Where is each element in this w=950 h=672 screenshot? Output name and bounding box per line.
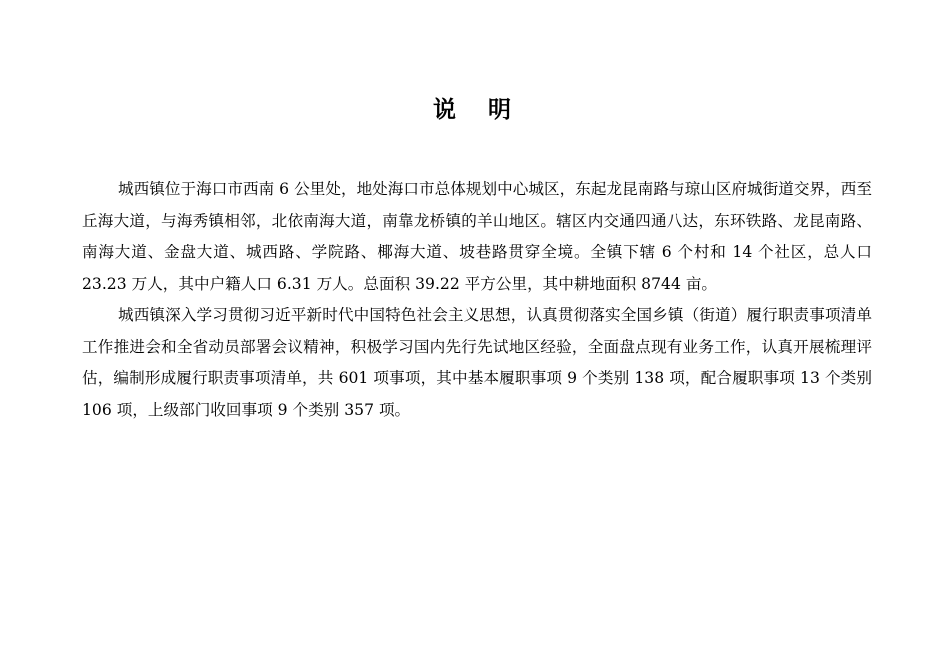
document-title: 说 明 bbox=[432, 96, 523, 123]
document-body bbox=[82, 174, 872, 426]
paragraph-overview: 城西镇位于海口市西南 6 公里处，地处海口市总体规划中心城区，东起龙昆南路与琼山区府城街道交界，西至丘海大道，与海秀镇相邻，北依南海大道，南靠龙桥镇的羊山地区。辖区内交通四通八达，东环铁路、龙昆南路、南海大道、金盘大道、城西路、学院路、椰海大道、坡巷路贯穿全境。全镇下辖 6 个村和 14 个社区，总人口 23.23 万人，其中户籍人口 6.31 万人。总面积 39.22 平方公里，其中耕地面积 8744 亩。 bbox=[82, 180, 872, 293]
paragraph-duty-list: 城西镇深入学习贯彻习近平新时代中国特色社会主义思想，认真贯彻落实全国乡镇（街道）履行职责事项清单工作推进会和全省动员部署会议精神，积极学习国内先行先试地区经验，全面盘点现有业务工作，认真开展梳理评估，编制形成履行职责事项清单，共 601 项事项，其中基本履职事项 9 个类别 138 项，配合履职事项 13 个类别 106 项，上级部门收回事项 9 个类别 357 项。 bbox=[82, 306, 872, 419]
